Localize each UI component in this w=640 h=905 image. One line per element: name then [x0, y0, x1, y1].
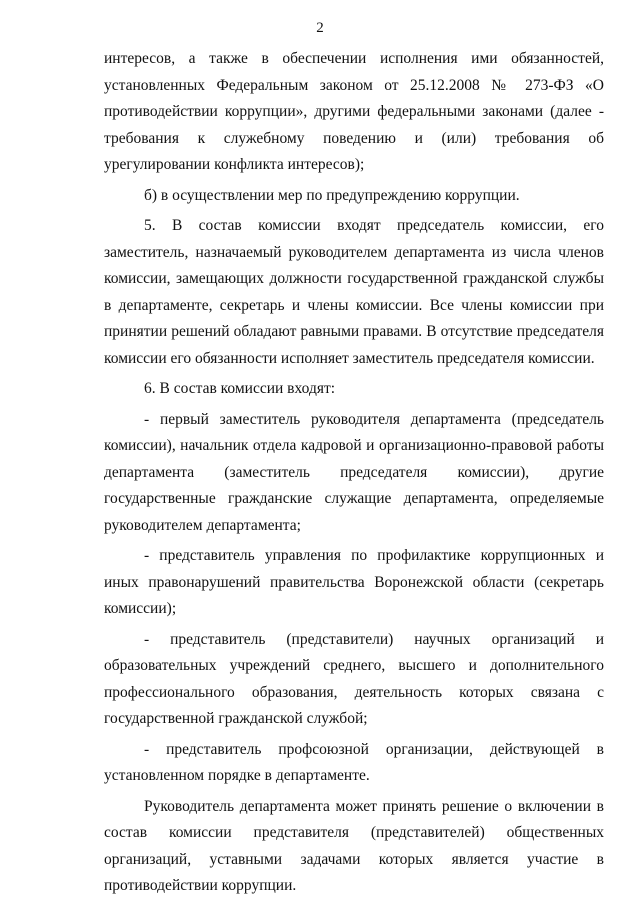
paragraph: - представитель управления по профилактике коррупционных и иных правонарушений правительства Воронежской области (секретарь комиссии);	[104, 547, 604, 617]
paragraph: - представитель (представители) научных организаций и образовательных учреждений среднего, высшего и дополнительного профессионального образования, деятельность которых связана с государственной гражданской службой;	[104, 630, 604, 727]
paragraph: интересов, а также в обеспечении исполнения ими обязанностей, установленных Федеральным законом от 25.12.2008 № 273-ФЗ «О противодействии коррупции», другими федеральными законами (далее - требования к служебному поведению и (или) требования об урегулировании конфликта интересов);	[104, 50, 604, 173]
paragraph: 5. В состав комиссии входят председатель комиссии, его заместитель, назначаемый руководителем департамента из числа членов комиссии, замещающих должности государственной гражданской службы в департаменте, секретарь и члены комиссии. Все члены комиссии при принятии решений обладают равными правами. В отсутствие председателя комиссии его обязанности исполняет заместитель председателя комиссии.	[104, 217, 604, 367]
paragraph: - первый заместитель руководителя департамента (председатель комиссии), начальник отдела кадровой и организационно-правовой работы департамента (заместитель председателя комиссии), другие государственные гражданские служащие департамента, определяемые руководителем департамента;	[104, 410, 604, 534]
document-body	[104, 46, 604, 904]
page-number: 2	[316, 20, 324, 36]
paragraph: - представитель профсоюзной организации, действующей в установленном порядке в департаменте.	[104, 740, 604, 784]
paragraph: Руководитель департамента может принять решение о включении в состав комиссии представителя (представителей) общественных организаций, уставными задачами которых является участие в противодействии коррупции.	[104, 797, 604, 894]
paragraph: 6. В состав комиссии входят:	[144, 380, 336, 397]
paragraph: б) в осуществлении мер по предупреждению коррупции.	[144, 186, 520, 204]
